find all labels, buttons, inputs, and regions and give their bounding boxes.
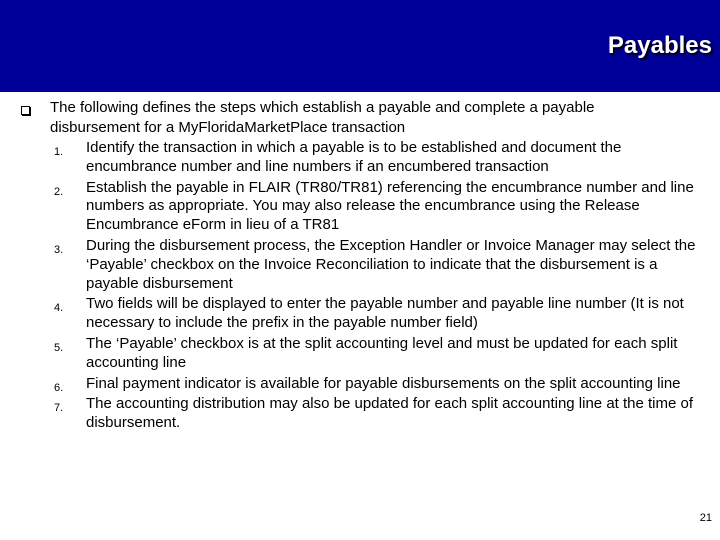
step-number: 6. — [54, 381, 64, 394]
slide-content — [0, 96, 720, 433]
step-text: Two fields will be displayed to enter the payable number and payable line number (It is not necessary to include the prefix in the payable number field) — [86, 295, 684, 332]
intro-text: The following defines the steps which establish a payable and complete a payable disbursement for a MyFloridaMarketPlace transaction — [50, 99, 595, 136]
step-text: During the disbursement process, the Exception Handler or Invoice Manager may select the ‘Payable’ checkbox on the Invoice Reconciliation to indicate that the disbursement is a payable disbursement — [86, 236, 696, 292]
list-item — [54, 236, 696, 293]
list-item — [54, 178, 696, 235]
steps-list — [0, 139, 720, 433]
step-number: 3. — [54, 243, 64, 256]
main-bullet — [0, 98, 720, 137]
step-text: The accounting distribution may also be updated for each split accounting line at the time of disbursement. — [86, 395, 694, 432]
step-text: Identify the transaction in which a payable is to be established and document the encumbrance number and line numbers if an encumbered transaction — [86, 139, 622, 175]
step-text: Final payment indicator is available for payable disbursements on the split accounting line — [86, 374, 681, 392]
page-number: 21 — [699, 512, 712, 524]
step-text: The ‘Payable’ checkbox is at the split accounting level and must be updated for each split accounting line — [86, 334, 678, 371]
step-number: 2. — [54, 185, 64, 198]
list-item — [54, 334, 696, 373]
step-number: 5. — [54, 341, 64, 354]
step-number: 4. — [54, 302, 64, 315]
step-number: 7. — [54, 402, 64, 415]
list-item — [54, 395, 696, 433]
list-item — [54, 374, 696, 394]
step-number: 1. — [54, 146, 64, 158]
title-banner — [0, 0, 720, 92]
list-item — [54, 295, 696, 333]
page-title: Payables — [607, 32, 712, 59]
list-item — [54, 139, 696, 177]
square-bullet-icon — [21, 106, 30, 115]
step-text: Establish the payable in FLAIR (TR80/TR81) referencing the encumbrance number and line numbers as appropriate. You may also release the encumbrance using the Release Encumbrance eForm in lieu of a TR81 — [86, 178, 694, 234]
